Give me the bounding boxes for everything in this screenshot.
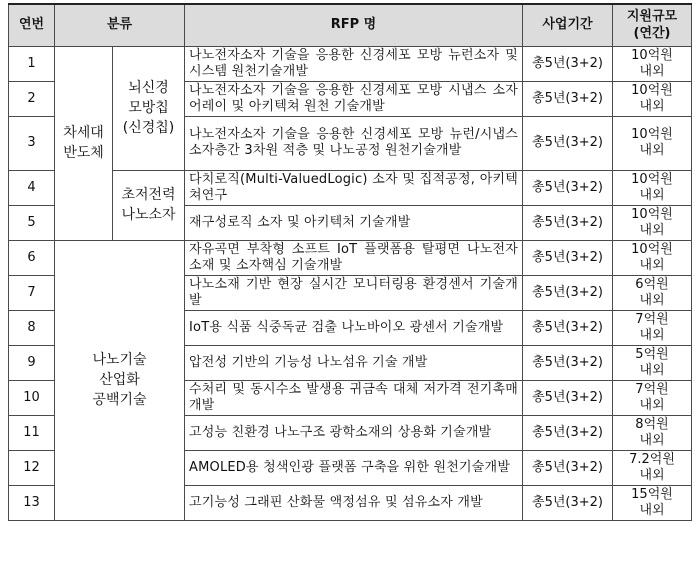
fund: 7억원 내외 xyxy=(613,310,692,345)
rfp-name: AMOLED용 청색인광 플랫폼 구축을 위한 원천기술개발 xyxy=(185,450,523,485)
row-no: 12 xyxy=(9,450,55,485)
period: 총5년(3+2) xyxy=(523,46,613,81)
row-no: 7 xyxy=(9,275,55,310)
header-fund: 지원규모 (연간) xyxy=(613,4,692,46)
fund: 5억원 내외 xyxy=(613,345,692,380)
period: 총5년(3+2) xyxy=(523,81,613,116)
fund: 7.2억원 내외 xyxy=(613,450,692,485)
period: 총5년(3+2) xyxy=(523,450,613,485)
period: 총5년(3+2) xyxy=(523,116,613,170)
category-main-semiconductor: 차세대 반도체 xyxy=(55,46,113,240)
header-no: 연번 xyxy=(9,4,55,46)
row-no: 8 xyxy=(9,310,55,345)
rfp-name: 고성능 친환경 나노구조 광학소재의 상용화 기술개발 xyxy=(185,415,523,450)
fund: 10억원 내외 xyxy=(613,205,692,240)
fund: 10억원 내외 xyxy=(613,170,692,205)
rfp-name: 나노전자소자 기술을 응용한 신경세포 모방 뉴런/시냅스 소자층간 3차원 적층 및 나노공정 원천기술개발 xyxy=(185,116,523,170)
rfp-name: 나노소재 기반 현장 실시간 모니터링용 환경센서 기술개발 xyxy=(185,275,523,310)
row-no: 10 xyxy=(9,380,55,415)
rfp-name: 다치로직(Multi-ValuedLogic) 소자 및 집적공정, 아키텍쳐연구 xyxy=(185,170,523,205)
rfp-name: 수처리 및 동시수소 발생용 귀금속 대체 저가격 전기촉매 개발 xyxy=(185,380,523,415)
row-no: 13 xyxy=(9,485,55,520)
header-category: 분류 xyxy=(55,4,185,46)
fund: 6억원 내외 xyxy=(613,275,692,310)
row-no: 1 xyxy=(9,46,55,81)
row-no: 3 xyxy=(9,116,55,170)
row-no: 5 xyxy=(9,205,55,240)
period: 총5년(3+2) xyxy=(523,170,613,205)
period: 총5년(3+2) xyxy=(523,310,613,345)
period: 총5년(3+2) xyxy=(523,380,613,415)
row-no: 6 xyxy=(9,240,55,275)
rfp-name: 재구성로직 소자 및 아키텍처 기술개발 xyxy=(185,205,523,240)
fund: 8억원 내외 xyxy=(613,415,692,450)
category-sub-neuromorphic: 뇌신경 모방칩 (신경칩) xyxy=(113,46,185,170)
fund: 10억원 내외 xyxy=(613,46,692,81)
header-rfp: RFP 명 xyxy=(185,4,523,46)
fund: 7억원 내외 xyxy=(613,380,692,415)
fund: 10억원 내외 xyxy=(613,116,692,170)
header-period: 사업기간 xyxy=(523,4,613,46)
table-row xyxy=(9,240,692,275)
row-no: 11 xyxy=(9,415,55,450)
period: 총5년(3+2) xyxy=(523,275,613,310)
row-no: 4 xyxy=(9,170,55,205)
period: 총5년(3+2) xyxy=(523,415,613,450)
rfp-name: 자유곡면 부착형 소프트 IoT 플랫폼용 탈평면 나노전자 소재 및 소자핵심 기술개발 xyxy=(185,240,523,275)
period: 총5년(3+2) xyxy=(523,240,613,275)
fund: 10억원 내외 xyxy=(613,81,692,116)
header-row xyxy=(9,4,692,46)
rfp-name: IoT용 식품 식중독균 검출 나노바이오 광센서 기술개발 xyxy=(185,310,523,345)
fund: 15억원 내외 xyxy=(613,485,692,520)
rfp-name: 나노전자소자 기술을 응용한 신경세포 모방 시냅스 소자어레이 및 아키텍쳐 원천 기술개발 xyxy=(185,81,523,116)
category-sub-low-power: 초저전력 나노소자 xyxy=(113,170,185,240)
fund: 10억원 내외 xyxy=(613,240,692,275)
rfp-name: 압전성 기반의 기능성 나노섬유 기술 개발 xyxy=(185,345,523,380)
rfp-name: 고기능성 그래핀 산화물 액정섬유 및 섬유소자 개발 xyxy=(185,485,523,520)
period: 총5년(3+2) xyxy=(523,345,613,380)
row-no: 9 xyxy=(9,345,55,380)
period: 총5년(3+2) xyxy=(523,485,613,520)
table-row xyxy=(9,46,692,81)
category-main-nano-industrialization: 나노기술 산업화 공백기술 xyxy=(55,240,185,520)
rfp-name: 나노전자소자 기술을 응용한 신경세포 모방 뉴런소자 및 시스템 원천기술개발 xyxy=(185,46,523,81)
period: 총5년(3+2) xyxy=(523,205,613,240)
rfp-table xyxy=(8,3,692,521)
row-no: 2 xyxy=(9,81,55,116)
